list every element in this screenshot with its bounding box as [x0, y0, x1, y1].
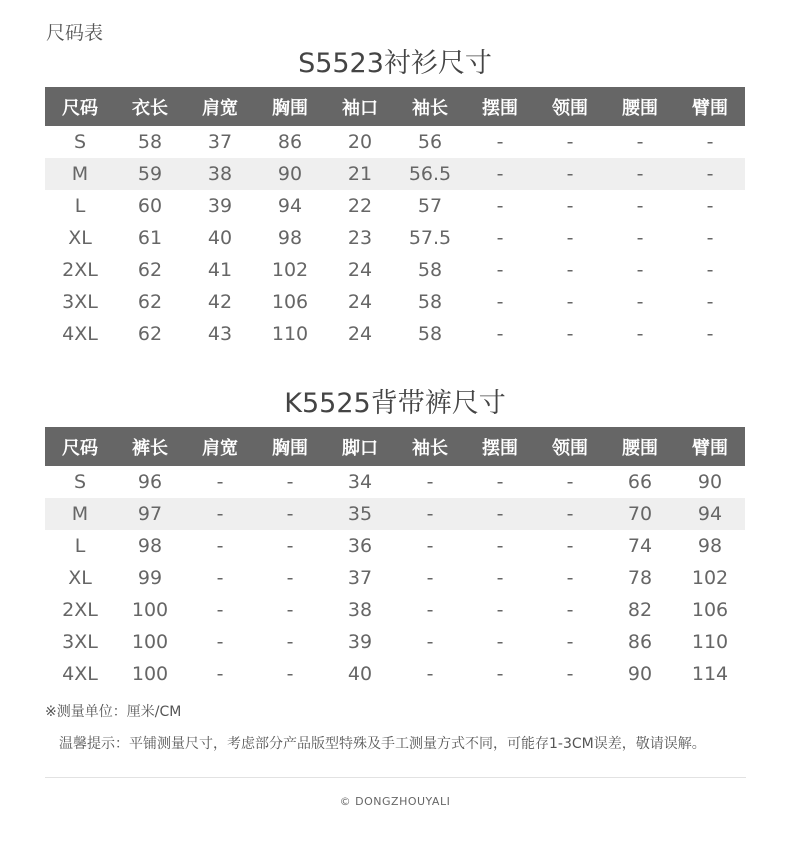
- measurement-cell: 38: [185, 158, 255, 190]
- measurement-cell: 100: [131, 631, 169, 653]
- measurement-cell: 42: [207, 291, 233, 313]
- measurement-cell: 100: [131, 663, 169, 685]
- measurement-cell: 43: [207, 323, 233, 345]
- measurement-cell: -: [706, 259, 714, 281]
- column-header: 胸围: [255, 427, 325, 466]
- column-header: 摆围: [465, 427, 535, 466]
- measurement-cell: 96: [137, 471, 163, 493]
- measurement-cell: -: [566, 567, 574, 589]
- size-cell: 4XL: [62, 323, 98, 345]
- measurement-cell: 34: [347, 471, 373, 493]
- page-label: 尺码表: [46, 22, 104, 44]
- table-header-row: [45, 87, 745, 126]
- measurement-cell: -: [465, 158, 535, 190]
- shirt-size-table: [45, 87, 745, 350]
- table-row: [45, 626, 745, 658]
- size-cell: S: [73, 131, 87, 153]
- measurement-cell: -: [426, 471, 434, 493]
- measurement-cell: 24: [347, 323, 373, 345]
- measurement-cell: 98: [697, 535, 723, 557]
- measurement-cell: 102: [691, 567, 729, 589]
- measurement-cell: -: [496, 567, 504, 589]
- shirt-table-title: S5523衬衫尺寸: [298, 48, 492, 79]
- measurement-cell: -: [216, 599, 224, 621]
- measurement-cell: 62: [137, 259, 163, 281]
- table-row: [45, 222, 745, 254]
- measurement-cell: -: [286, 631, 294, 653]
- measurement-cell: -: [706, 323, 714, 345]
- measurement-cell: -: [566, 631, 574, 653]
- measurement-cell: 35: [325, 498, 395, 530]
- measurement-cell: -: [566, 535, 574, 557]
- measurement-cell: -: [426, 663, 434, 685]
- measurement-cell: -: [496, 535, 504, 557]
- measurement-cell: -: [216, 631, 224, 653]
- measurement-cell: -: [605, 158, 675, 190]
- size-cell: M: [45, 498, 115, 530]
- table-row: [45, 286, 745, 318]
- measurement-cell: -: [566, 323, 574, 345]
- measurement-cell: -: [286, 567, 294, 589]
- measurement-cell: 60: [137, 195, 163, 217]
- column-header: 领围: [535, 427, 605, 466]
- column-header: 肩宽: [185, 427, 255, 466]
- measurement-cell: 110: [271, 323, 309, 345]
- column-header: 脚口: [325, 427, 395, 466]
- measurement-cell: 41: [207, 259, 233, 281]
- table-row: [45, 254, 745, 286]
- size-cell: L: [74, 535, 86, 557]
- measurement-cell: -: [636, 291, 644, 313]
- measurement-cell: -: [566, 131, 574, 153]
- table-row: [45, 466, 745, 498]
- column-header: 尺码: [45, 87, 115, 126]
- measurement-cell: -: [636, 227, 644, 249]
- table-row: [45, 562, 745, 594]
- measurement-cell: -: [636, 323, 644, 345]
- measurement-cell: -: [636, 131, 644, 153]
- column-header: 摆围: [465, 87, 535, 126]
- measurement-cell: -: [706, 227, 714, 249]
- table-header-row: [45, 427, 745, 466]
- measurement-cell: 37: [347, 567, 373, 589]
- measurement-cell: -: [535, 498, 605, 530]
- measurement-cell: 94: [675, 498, 745, 530]
- size-cell: 3XL: [62, 291, 98, 313]
- divider: [45, 777, 746, 778]
- measurement-cell: -: [566, 599, 574, 621]
- table-row: [45, 318, 745, 350]
- copyright: © DONGZHOUYALI: [339, 795, 451, 808]
- measurement-cell: 58: [417, 259, 443, 281]
- measurement-cell: 58: [417, 291, 443, 313]
- measurement-cell: -: [636, 195, 644, 217]
- measurement-cell: 24: [347, 291, 373, 313]
- size-cell: XL: [68, 567, 92, 589]
- measurement-cell: -: [535, 158, 605, 190]
- measurement-cell: 59: [115, 158, 185, 190]
- column-header: 袖口: [325, 87, 395, 126]
- measurement-cell: 61: [137, 227, 163, 249]
- column-header: 胸围: [255, 87, 325, 126]
- measurement-cell: -: [566, 471, 574, 493]
- size-cell: S: [73, 471, 87, 493]
- measurement-cell: 22: [347, 195, 373, 217]
- measurement-cell: 36: [347, 535, 373, 557]
- pants-size-table: [45, 427, 745, 690]
- measurement-cell: 100: [131, 599, 169, 621]
- measurement-cell: 20: [347, 131, 373, 153]
- measurement-cell: -: [496, 471, 504, 493]
- column-header: 袖长: [395, 87, 465, 126]
- measurement-cell: -: [426, 535, 434, 557]
- table-row: [45, 158, 745, 190]
- table-row: [45, 530, 745, 562]
- measurement-cell: -: [395, 498, 465, 530]
- measurement-cell: -: [426, 631, 434, 653]
- measurement-cell: 57: [417, 195, 443, 217]
- measurement-cell: -: [286, 471, 294, 493]
- size-cell: 2XL: [62, 259, 98, 281]
- measurement-cell: 86: [277, 131, 303, 153]
- measurement-cell: 23: [347, 227, 373, 249]
- measurement-cell: -: [465, 498, 535, 530]
- measurement-cell: 58: [417, 323, 443, 345]
- measurement-cell: 62: [137, 323, 163, 345]
- column-header: 衣长: [115, 87, 185, 126]
- measurement-cell: -: [675, 158, 745, 190]
- column-header: 腰围: [605, 87, 675, 126]
- measurement-cell: -: [566, 227, 574, 249]
- column-header: 领围: [535, 87, 605, 126]
- measurement-cell: 106: [271, 291, 309, 313]
- measurement-cell: -: [185, 498, 255, 530]
- measurement-cell: -: [286, 663, 294, 685]
- measurement-cell: -: [706, 131, 714, 153]
- measurement-cell: 62: [137, 291, 163, 313]
- column-header: 臂围: [675, 427, 745, 466]
- column-header: 袖长: [395, 427, 465, 466]
- measurement-cell: -: [216, 535, 224, 557]
- measurement-cell: -: [566, 259, 574, 281]
- measurement-cell: -: [496, 259, 504, 281]
- measurement-cell: 39: [347, 631, 373, 653]
- measurement-cell: -: [496, 631, 504, 653]
- measurement-cell: -: [255, 498, 325, 530]
- measurement-cell: 114: [691, 663, 729, 685]
- measurement-cell: 86: [627, 631, 653, 653]
- measurement-cell: 39: [207, 195, 233, 217]
- measurement-cell: 74: [627, 535, 653, 557]
- size-cell: 2XL: [62, 599, 98, 621]
- measurement-cell: -: [216, 567, 224, 589]
- measurement-cell: -: [286, 599, 294, 621]
- measurement-cell: -: [286, 535, 294, 557]
- column-header: 裤长: [115, 427, 185, 466]
- measurement-cell: -: [496, 131, 504, 153]
- table-row: [45, 498, 745, 530]
- measurement-tip: 温馨提示：平铺测量尺寸，考虑部分产品版型特殊及手工测量方式不同，可能存1-3CM误差，敬请误解。: [59, 736, 706, 752]
- measurement-cell: 24: [347, 259, 373, 281]
- measurement-cell: 90: [697, 471, 723, 493]
- measurement-cell: 56.5: [395, 158, 465, 190]
- measurement-cell: -: [706, 195, 714, 217]
- measurement-cell: -: [496, 599, 504, 621]
- measurement-cell: -: [566, 663, 574, 685]
- size-cell: M: [45, 158, 115, 190]
- measurement-cell: 98: [277, 227, 303, 249]
- column-header: 尺码: [45, 427, 115, 466]
- size-cell: L: [74, 195, 86, 217]
- size-cell: 3XL: [62, 631, 98, 653]
- table-row: [45, 126, 745, 158]
- table-row: [45, 190, 745, 222]
- measurement-cell: -: [216, 663, 224, 685]
- measurement-cell: 58: [137, 131, 163, 153]
- measurement-cell: 66: [627, 471, 653, 493]
- column-header: 腰围: [605, 427, 675, 466]
- measurement-cell: 90: [255, 158, 325, 190]
- measurement-cell: -: [496, 195, 504, 217]
- unit-note: ※测量单位：厘米/CM: [45, 704, 182, 720]
- measurement-cell: -: [426, 599, 434, 621]
- measurement-cell: 97: [115, 498, 185, 530]
- measurement-cell: 82: [627, 599, 653, 621]
- measurement-cell: 38: [347, 599, 373, 621]
- measurement-cell: 106: [691, 599, 729, 621]
- column-header: 肩宽: [185, 87, 255, 126]
- measurement-cell: -: [496, 663, 504, 685]
- measurement-cell: 90: [627, 663, 653, 685]
- measurement-cell: 99: [137, 567, 163, 589]
- column-header: 臂围: [675, 87, 745, 126]
- measurement-cell: 94: [277, 195, 303, 217]
- measurement-cell: -: [426, 567, 434, 589]
- measurement-cell: 56: [417, 131, 443, 153]
- measurement-cell: -: [706, 291, 714, 313]
- measurement-cell: 78: [627, 567, 653, 589]
- measurement-cell: -: [216, 471, 224, 493]
- measurement-cell: 102: [271, 259, 309, 281]
- table-row: [45, 594, 745, 626]
- measurement-cell: -: [566, 291, 574, 313]
- measurement-cell: 40: [347, 663, 373, 685]
- measurement-cell: -: [636, 259, 644, 281]
- measurement-cell: 40: [207, 227, 233, 249]
- measurement-cell: 110: [691, 631, 729, 653]
- measurement-cell: 70: [605, 498, 675, 530]
- size-cell: XL: [68, 227, 92, 249]
- measurement-cell: -: [566, 195, 574, 217]
- measurement-cell: -: [496, 323, 504, 345]
- measurement-cell: 57.5: [408, 227, 452, 249]
- measurement-cell: 21: [325, 158, 395, 190]
- pants-table-title: K5525背带裤尺寸: [284, 388, 506, 419]
- size-cell: 4XL: [62, 663, 98, 685]
- measurement-cell: 98: [137, 535, 163, 557]
- table-row: [45, 658, 745, 690]
- measurement-cell: -: [496, 227, 504, 249]
- measurement-cell: 37: [207, 131, 233, 153]
- measurement-cell: -: [496, 291, 504, 313]
